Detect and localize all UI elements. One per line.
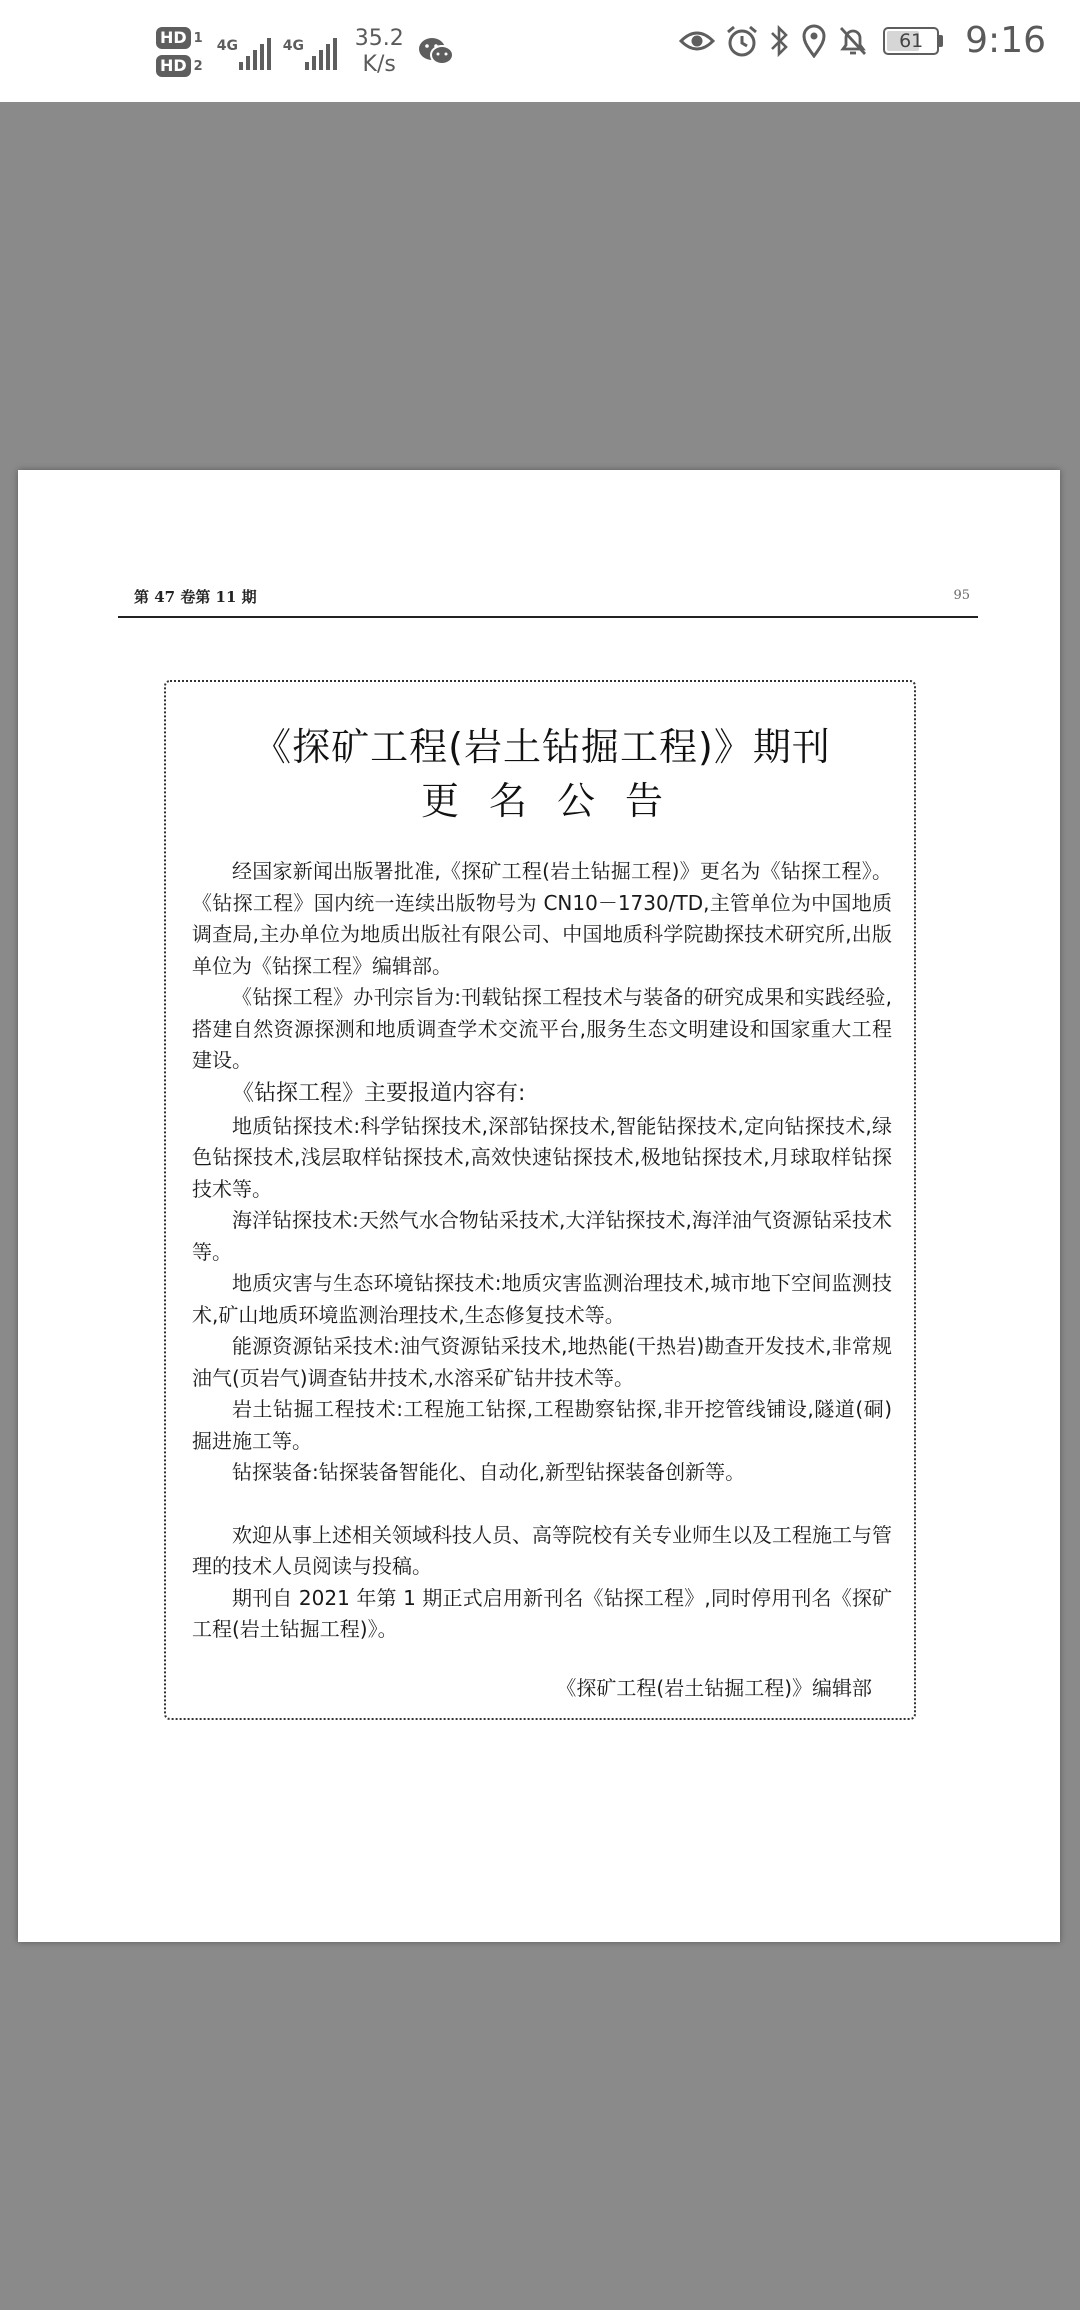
hd-badge-1: HD — [156, 27, 191, 49]
wechat-icon — [418, 36, 454, 68]
status-bar-right — [679, 20, 1046, 61]
network-type-2: 4G — [282, 38, 304, 54]
sim-slot-1: 1 — [193, 30, 203, 46]
notice-title: 《探矿工程(岩土钻掘工程)》期刊 — [253, 725, 831, 769]
network-type-1: 4G — [216, 38, 238, 54]
hd-sim2 — [156, 55, 203, 77]
topic-item: 海洋钻探技术:天然气水合物钻采技术,大洋钻探技术,海洋油气资源钻采技术等。 — [192, 1208, 892, 1264]
hd-sim1 — [156, 27, 203, 49]
network-speed — [355, 26, 404, 78]
paragraph-purpose: 《钻探工程》办刊宗旨为:刊载钻探工程技术与装备的研究成果和实践经验,搭建自然资源探测和地质调查学术交流平台,服务生态文明建设和国家重大工程建设。 — [192, 985, 892, 1072]
notice-subtitle: 更名公告 — [420, 779, 693, 823]
network-speed-value: 35.2 — [354, 26, 404, 51]
topics-heading: 《钻探工程》主要报道内容有: — [232, 1080, 526, 1106]
location-icon — [801, 24, 827, 58]
alarm-icon — [725, 24, 759, 58]
battery-tip — [939, 35, 943, 47]
clock: 9:16 — [965, 20, 1046, 61]
topic-item: 地质钻探技术:科学钻探技术,深部钻探技术,智能钻探技术,定向钻探技术,绿色钻探技术,浅层取样钻探技术,高效快速钻探技术,极地钻探技术,月球取样钻探技术等。 — [192, 1113, 892, 1201]
hd-badge-2: HD — [156, 55, 191, 77]
topic-item: 钻探装备:钻探装备智能化、自动化,新型钻探装备创新等。 — [232, 1460, 746, 1484]
network-speed-unit: K/s — [362, 52, 396, 77]
paragraph-effective: 期刊自 2021 年第 1 期正式启用新刊名《钻探工程》,同时停用刊名《探矿工程(岩土钻掘工程)》。 — [192, 1585, 892, 1641]
signature: 《探矿工程(岩土钻掘工程)》编辑部 — [556, 1675, 872, 1700]
topic-item: 能源资源钻采技术:油气资源钻采技术,地热能(干热岩)勘查开发技术,非常规油气(页岩气)调查钻井技术,水溶采矿钻井技术等。 — [192, 1334, 892, 1390]
notice-content — [192, 722, 892, 1701]
signal-sim2-icon — [283, 28, 341, 76]
page-number: 95 — [953, 588, 970, 603]
running-header — [118, 586, 978, 618]
status-bar-left — [156, 26, 454, 78]
battery-level: 61 — [899, 29, 924, 52]
signal-sim1-icon — [217, 28, 275, 76]
eye-icon — [679, 27, 715, 55]
battery-icon — [883, 27, 939, 55]
notice-box — [164, 680, 916, 1720]
volume-issue: 第 47 卷第 11 期 — [134, 588, 257, 606]
paragraph-approval: 经国家新闻出版署批准,《探矿工程(岩土钻掘工程)》更名为《钻探工程》。《钻探工程》国内统一连续出版物号为 CN10－1730/TD,主管单位为中国地质调查局,主办单位为地质出版社有限公司、中国地质科学院勘探技术研究所,出版单位为《钻探工程》编辑部。 — [192, 859, 892, 978]
topic-item: 岩土钻掘工程技术:工程施工钻探,工程勘察钻探,非开挖管线铺设,隧道(硐)掘进施工等。 — [192, 1397, 892, 1453]
paragraph-welcome: 欢迎从事上述相关领域科技人员、高等院校有关专业师生以及工程施工与管理的技术人员阅读与投稿。 — [192, 1522, 892, 1578]
status-bar — [0, 0, 1080, 102]
document-page[interactable] — [18, 470, 1060, 1942]
topic-item: 地质灾害与生态环境钻探技术:地质灾害监测治理技术,城市地下空间监测技术,矿山地质环境监测治理技术,生态修复技术等。 — [192, 1271, 892, 1327]
mute-bell-icon — [837, 24, 869, 58]
notice-body — [192, 856, 892, 1646]
hd-indicators — [156, 27, 203, 77]
bluetooth-icon — [769, 24, 791, 58]
sim-slot-2: 2 — [193, 58, 203, 74]
